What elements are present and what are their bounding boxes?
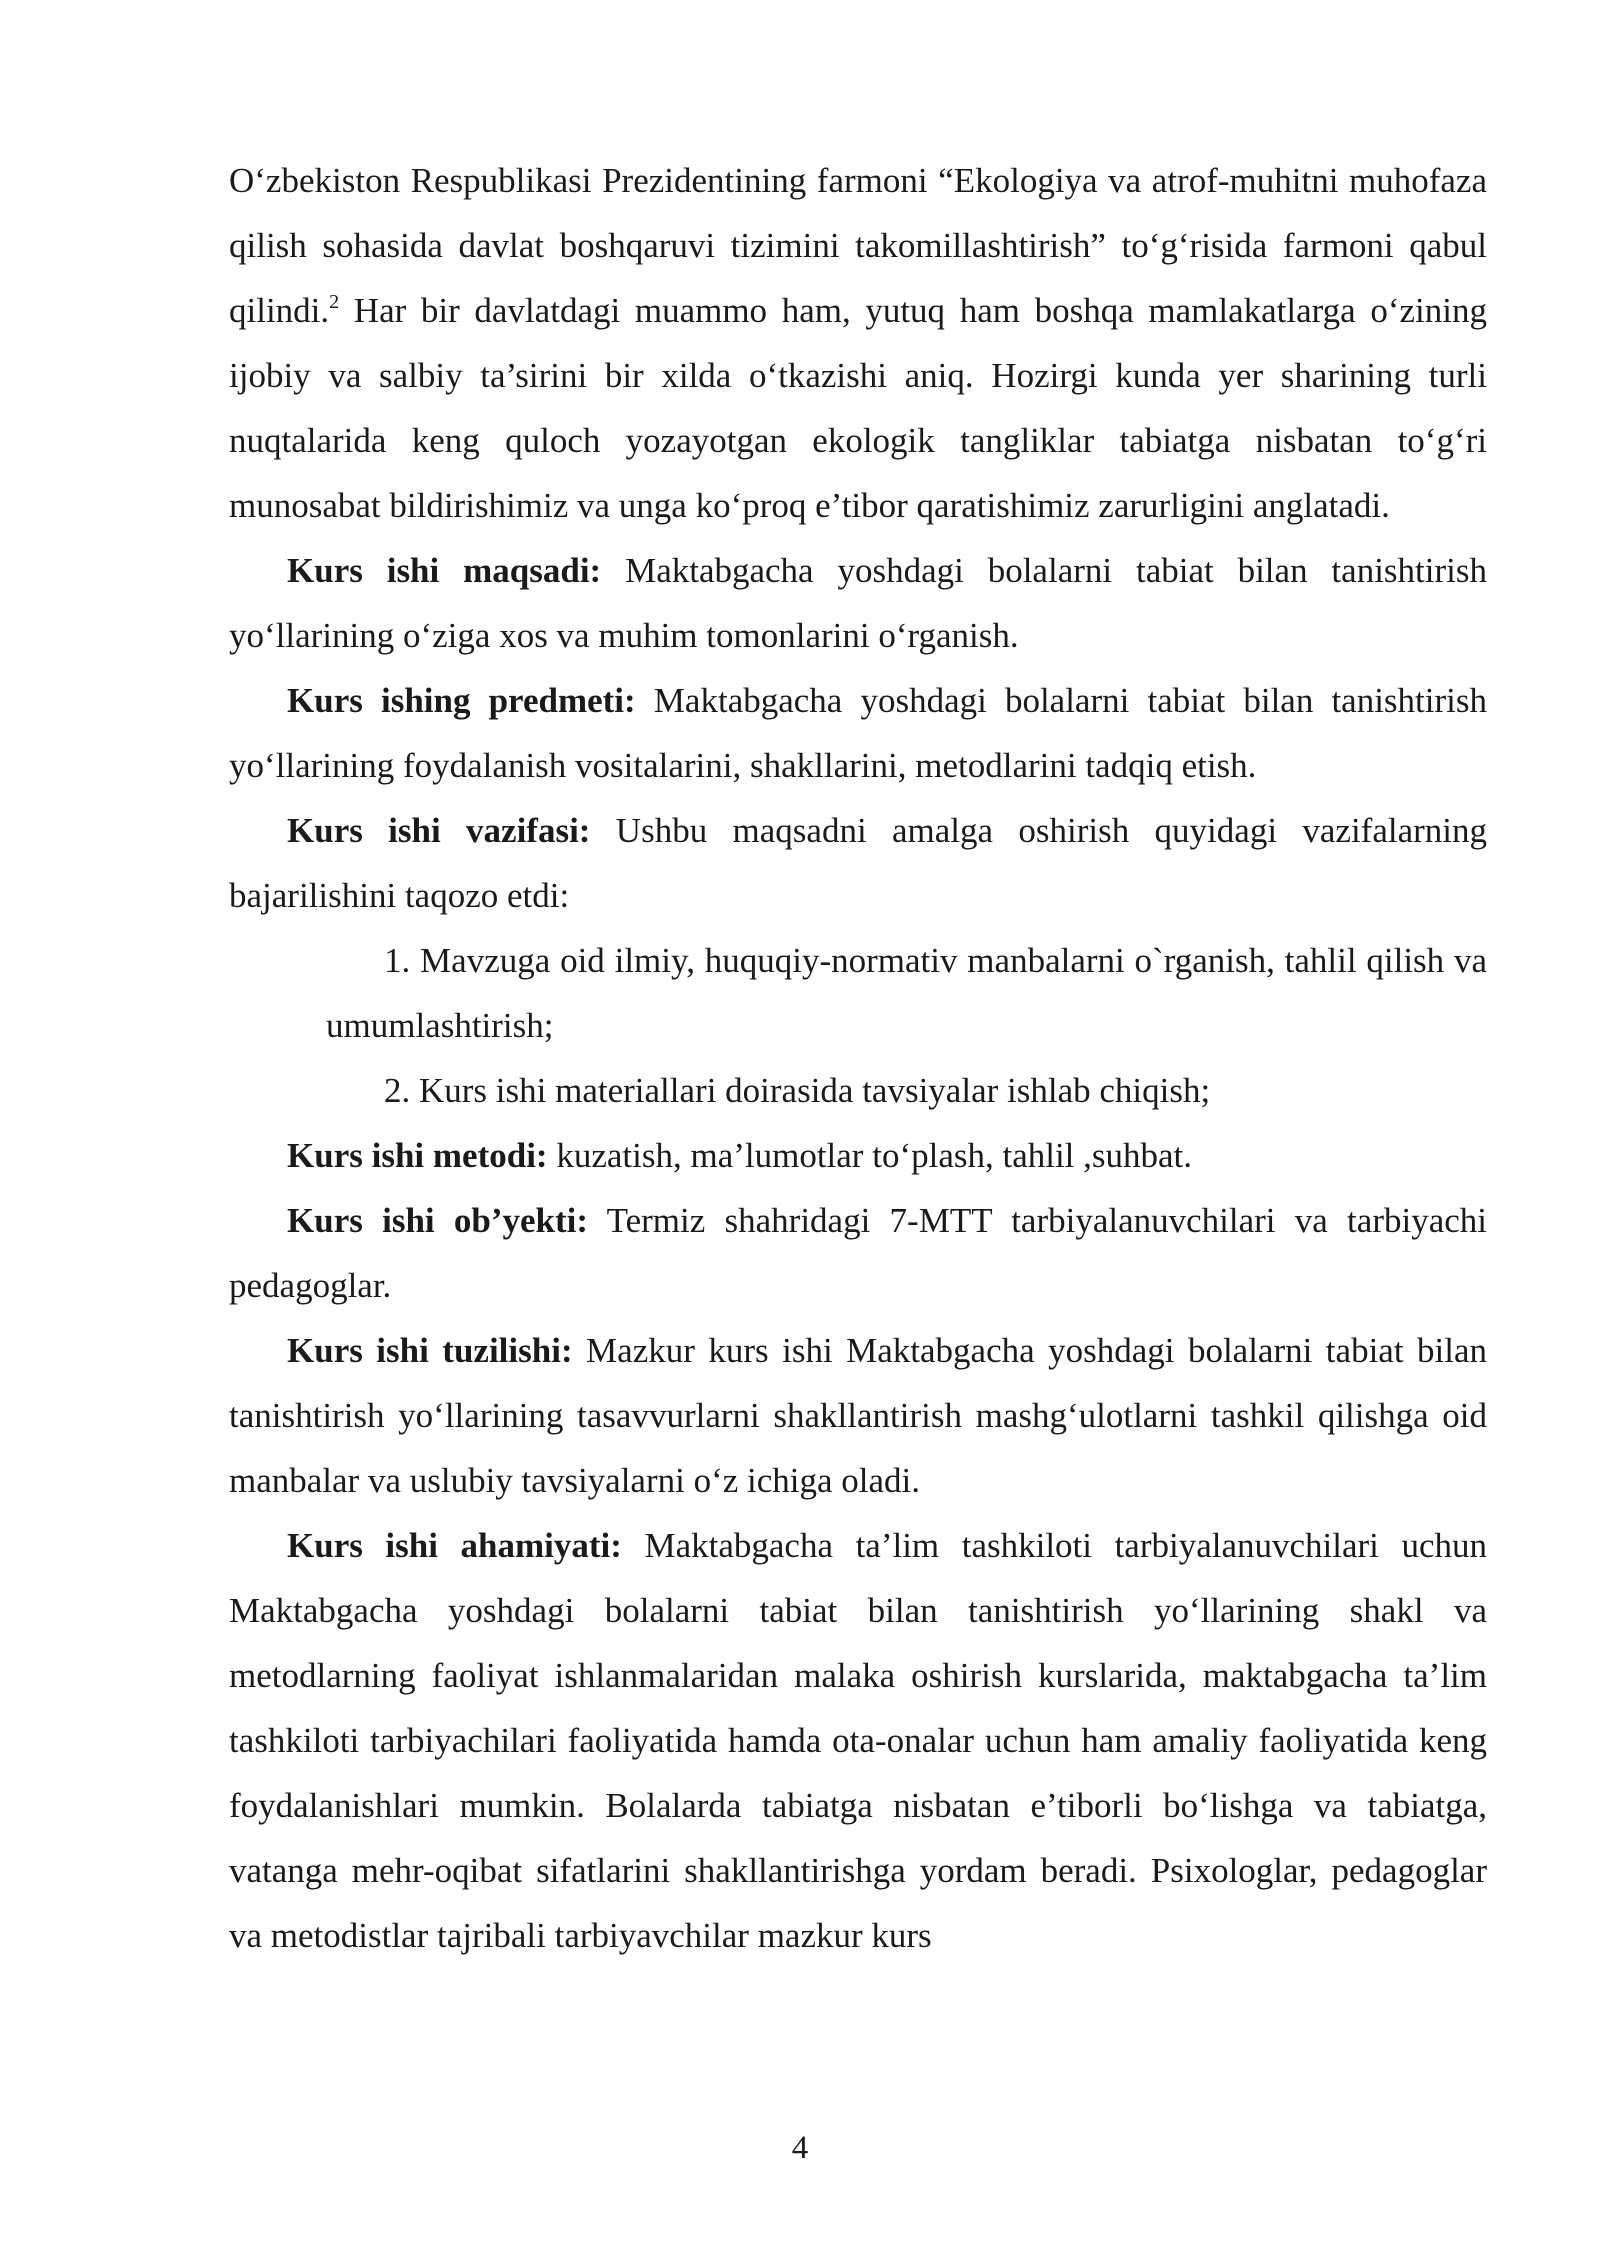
intro-text-start: O‘zbekiston Respublikasi Prezidentining farmoni “Ekologiya va atrof-muhitni muhofaza qilish sohasida davlat boshqaruvi tizimini takomillashtirish” to‘g‘risida farmoni qabul qilindi. [229,161,1487,330]
page-number: 4 [791,2130,809,2166]
structure-paragraph [229,1318,1487,1513]
object-label: Kurs ishi ob’yekti: [287,1201,589,1240]
method-label: Kurs ishi metodi: [287,1136,548,1175]
structure-text: Mazkur kurs ishi Maktabgacha yoshdagi bolalarni tabiat bilan tanishtirish yo‘llarining tasavvurlarni shakllantirish mashg‘ulotlarni tashkil qilishga oid manbalar va uslubiy tavsiyalarni o‘z ichiga oladi. [229,1331,1487,1500]
list-item: 1. Mavzuga oid ilmiy, huquqiy-normativ manbalarni o`rganish, tahlil qilish va umumlashtirish; [326,941,1487,1045]
structure-label: Kurs ishi tuzilishi: [287,1331,573,1370]
footnote-reference[interactable]: 2 [329,291,340,313]
document-page [229,148,1487,1968]
object-text: Termiz shahridagi 7-MTT tarbiyalanuvchilari va tarbiyachi pedagoglar. [229,1201,1487,1305]
intro-text-end: Har bir davlatdagi muammo ham, yutuq ham boshqa mamlakatlarga o‘zining ijobiy va salbiy ta’sirini bir xilda o‘tkazishi aniq. Hozirgi kunda yer sharining turli nuqtalarida keng quloch yozayotgan ekologik tangliklar tabiatga nisbatan to‘g‘ri munosabat bildirishimiz va unga ko‘proq e’tibor qaratishimiz zarurligini anglatadi. [229,291,1487,525]
tasks-text: Ushbu maqsadni amalga oshirish quyidagi vazifalarning bajarilishini taqozo etdi: [229,811,1487,915]
significance-text: Maktabgacha ta’lim tashkiloti tarbiyalanuvchilari uchun Maktabgacha yoshdagi bolalarni tabiat bilan tanishtirish yo‘llarining shakl va metodlarning faoliyat ishlanmalaridan malaka oshirish kurslarida, maktabgacha ta’lim tashkiloti tarbiyachilari faoliyatida hamda ota-onalar uchun ham amaliy faoliyatida keng foydalanishlari mumkin. Bolalarda tabiatga nisbatan e’tiborli bo‘lishga va tabiatga, vatanga mehr-oqibat sifatlarini shakllantirishga yordam beradi. Psixologlar, pedagoglar va metodistlar tajribali tarbiyavchilar mazkur kurs [229,1526,1487,1955]
significance-label: Kurs ishi ahamiyati: [287,1526,622,1565]
goal-label: Kurs ishi maqsadi: [287,551,602,590]
object-paragraph [229,1188,1487,1318]
tasks-paragraph [229,798,1487,928]
significance-paragraph [229,1513,1487,1968]
list-item: 2. Kurs ishi materiallari doirasida tavsiyalar ishlab chiqish; [384,1071,1211,1110]
subject-text: Maktabgacha yoshdagi bolalarni tabiat bilan tanishtirish yo‘llarining foydalanish vositalarini, shakllarini, metodlarini tadqiq etish. [229,681,1487,785]
tasks-label: Kurs ishi vazifasi: [287,811,591,850]
method-text: kuzatish, ma’lumotlar to‘plash, tahlil ,suhbat. [547,1136,1193,1175]
goal-paragraph [229,538,1487,668]
intro-paragraph [229,148,1487,538]
method-paragraph [229,1123,1487,1188]
goal-text: Maktabgacha yoshdagi bolalarni tabiat bilan tanishtirish yo‘llarining o‘ziga xos va muhim tomonlarini o‘rganish. [229,551,1487,655]
subject-label: Kurs ishing predmeti: [287,681,636,720]
subject-paragraph [229,668,1487,798]
tasks-list [229,928,1487,1123]
